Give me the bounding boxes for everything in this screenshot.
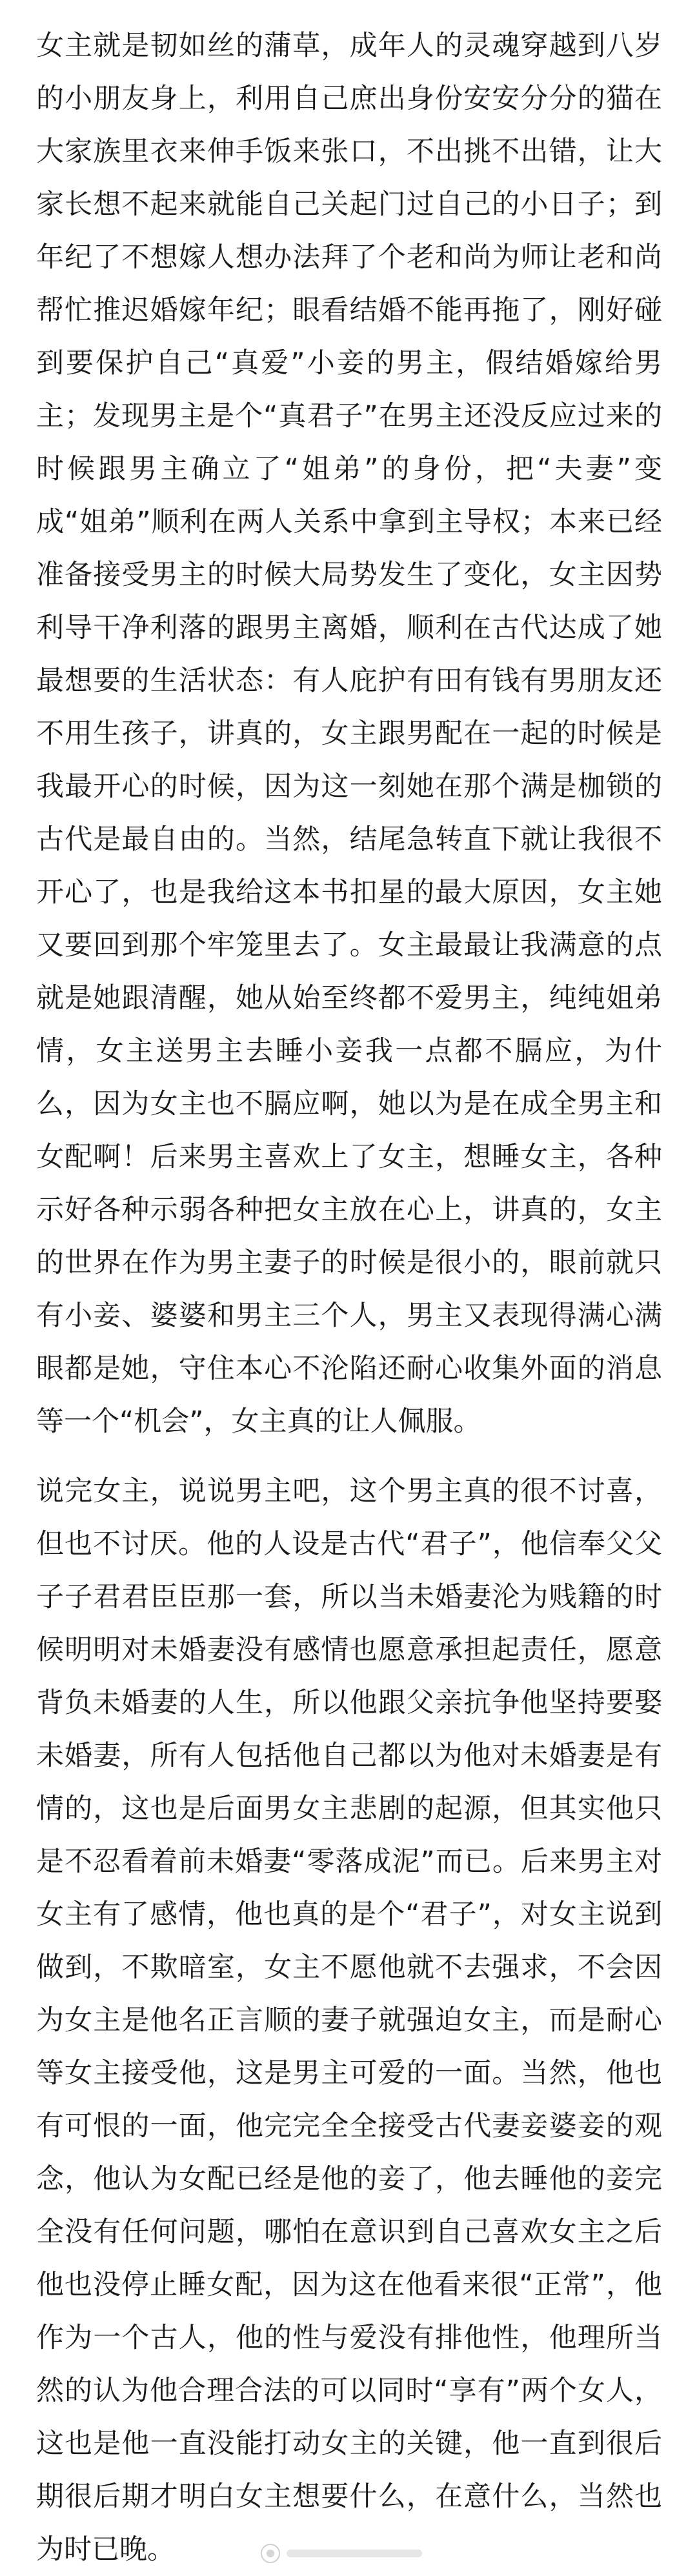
- watermark: [261, 2542, 422, 2564]
- review-paragraph-heroine: 女主就是韧如丝的蒲草，成年人的灵魂穿越到八岁的小朋友身上，利用自己庶出身份安安分分的猫在大家族里衣来伸手饭来张口，不出挑不出错，让大家长想不起来就能自己关起门过自己的小日子；到年纪了不想嫁人想办法拜了个老和尚为师让老和尚帮忙推迟婚嫁年纪；眼看结婚不能再拖了，刚好碰到要保护自己“真爱”小妾的男主，假结婚嫁给男主；发现男主是个“真君子”在男主还没反应过来的时候跟男主确立了“姐弟”的身份，把“夫妻”变成“姐弟”顺利在两人关系中拿到主导权；本来已经准备接受男主的时候大局势发生了变化，女主因势利导干净利落的跟男主离婚，顺利在古代达成了她最想要的生活状态：有人庇护有田有钱有男朋友还不用生孩子，讲真的，女主跟男配在一起的时候是我最开心的时候，因为这一刻她在那个满是枷锁的古代是最自由的。当然，结尾急转直下就让我很不开心了，也是我给这本书扣星的最大原因，女主她又要回到那个牢笼里去了。女主最最让我满意的点就是她跟清醒，她从始至终都不爱男主，纯纯姐弟情，女主送男主去睡小妾我一点都不膈应，为什么，因为女主也不膈应啊，她以为是在成全男主和女配啊！后来男主喜欢上了女主，想睡女主，各种示好各种示弱各种把女主放在心上，讲真的，女主的世界在作为男主妻子的时候是很小的，眼前就只有小妾、婆婆和男主三个人，男主又表现得满心满眼都是她，守住本心不沦陷还耐心收集外面的消息等一个“机会”，女主真的让人佩服。: [36, 30, 662, 1438]
- review-paragraph-hero: 说完女主，说说男主吧，这个男主真的很不讨喜，但也不讨厌。他的人设是古代“君子”，他信奉父父子子君君臣臣那一套，所以当未婚妻沦为贱籍的时候明明对未婚妻没有感情也愿意承担起责任，愿意背负未婚妻的人生，所以他跟父亲抗争他坚持要娶未婚妻，所有人包括他自己都以为他对未婚妻是有情的，这也是后面男女主悲剧的起源，但其实他只是不忍看着前未婚妻“零落成泥”而已。后来男主对女主有了感情，他也真的是个“君子”，对女主说到做到，不欺暗室，女主不愿他就不去强求，不会因为女主是他名正言顺的妻子就强迫女主，而是耐心等女主接受他，这是男主可爱的一面。当然，他也有可恨的一面，他完完全全接受古代妻妾婆妾的观念，他认为女配已经是他的妾了，他去睡他的妾完全没有任何问题，哪怕在意识到自己喜欢女主之后他也没停止睡女配，因为这在他看来很“正常”，他作为一个古人，他的性与爱没有排他性，他理所当然的认为他合理合法的可以同时“享有”两个女人，这也是他一直没能打动女主的关键，他一直到很后期很后期才明白女主想要什么，在意什么，当然也为时已晚。: [36, 1475, 662, 2566]
- watermark-handle: [287, 2550, 422, 2557]
- cropped-top-line: [36, 0, 662, 1]
- weibo-logo-icon: [261, 2544, 280, 2563]
